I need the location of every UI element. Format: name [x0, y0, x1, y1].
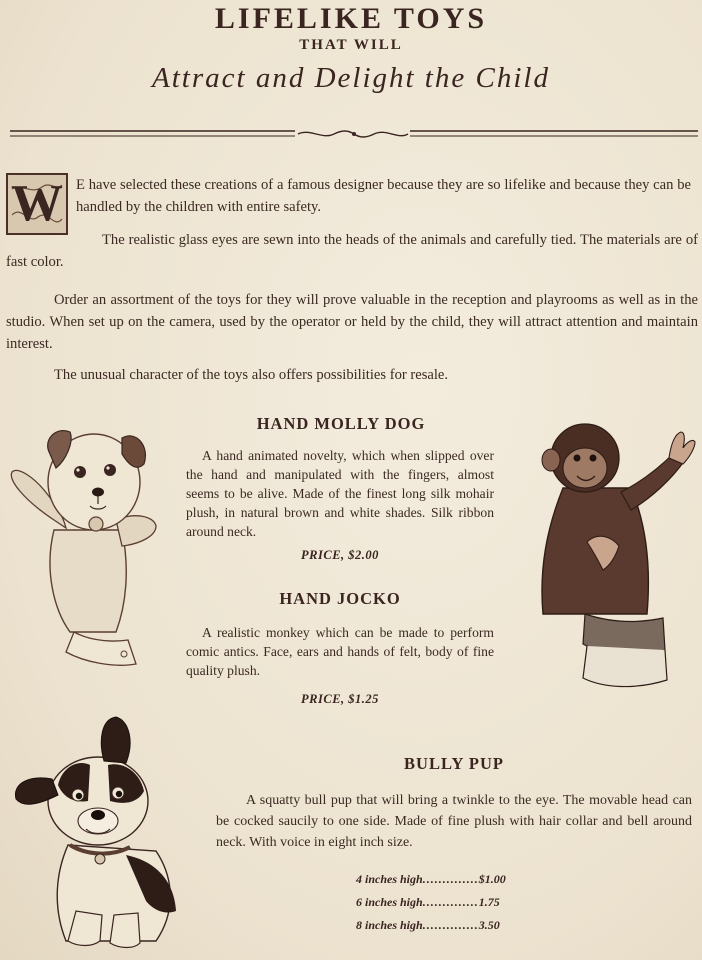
product-description-molly-dog: A hand animated novelty, which when slipped over the hand and manipulated with the fingers, almost seems to be alive. Made of the finest long silk mohair plush, in natural brown and white shades. Silk ribbon around neck.	[186, 448, 494, 539]
product-price-jocko: PRICE, $1.25	[301, 692, 379, 706]
intro-paragraph-3-text: Order an assortment of the toys for they will prove valuable in the reception and playrooms as well as in the studio. When set up on the camera, used by the operator or held by the child, they will attract attention and maintain interest.	[6, 292, 698, 352]
intro-paragraph-2	[6, 229, 698, 273]
page-tagline: Attract and Delight the Child	[152, 62, 550, 94]
molly-dog-illustration	[4, 420, 164, 675]
drop-cap	[6, 173, 68, 235]
ornamental-divider	[10, 126, 698, 142]
size-price: 3.50	[478, 918, 500, 932]
leader-dots: ..............	[422, 918, 479, 932]
product-heading-molly-dog: HAND MOLLY DOG	[256, 414, 426, 433]
intro-paragraph-4-text: The unusual character of the toys also offers possibilities for resale.	[54, 367, 449, 383]
size-label: 6 inches high	[356, 895, 423, 909]
drop-cap-letter: W	[11, 175, 63, 232]
intro-paragraph-2-text: The realistic glass eyes are sewn into the heads of the animals and carefully tied. The materials are of fast color.	[6, 232, 698, 270]
product-price-molly-dog: PRICE, $2.00	[301, 548, 379, 562]
bully-pup-illustration	[6, 715, 196, 957]
size-price: $1.00	[478, 872, 506, 886]
intro-paragraph-3	[6, 289, 698, 355]
size-label: 4 inches high	[356, 872, 423, 886]
size-price-list	[356, 872, 576, 933]
size-row	[356, 895, 576, 910]
intro-paragraph-1	[76, 174, 691, 218]
size-label: 8 inches high	[356, 918, 423, 932]
leader-dots: ..............	[422, 895, 479, 909]
intro-paragraph-4	[54, 364, 694, 386]
page-subtitle: THAT WILL	[299, 37, 403, 53]
product-description-bully-pup: A squatty bull pup that will bring a twinkle to the eye. The movable head can be cocked saucily to one side. Made of fine plush with hair collar and bell around neck. With voice in eight inch size.	[216, 793, 692, 850]
size-row	[356, 872, 576, 887]
leader-dots: ..............	[422, 872, 479, 886]
intro-paragraph-1-text: E have selected these creations of a famous designer because they are so lifelike and because they can be handled by the children with entire safety.	[76, 177, 691, 215]
jocko-monkey-illustration	[525, 418, 697, 690]
product-description-jocko: A realistic monkey which can be made to perform comic antics. Face, ears and hands of felt, body of fine quality plush.	[186, 625, 494, 678]
size-price: 1.75	[478, 895, 500, 909]
page-title: LIFELIKE TOYS	[214, 2, 488, 35]
product-heading-jocko: HAND JOCKO	[279, 589, 401, 608]
size-row	[356, 918, 576, 933]
product-heading-bully-pup: BULLY PUP	[404, 754, 504, 773]
